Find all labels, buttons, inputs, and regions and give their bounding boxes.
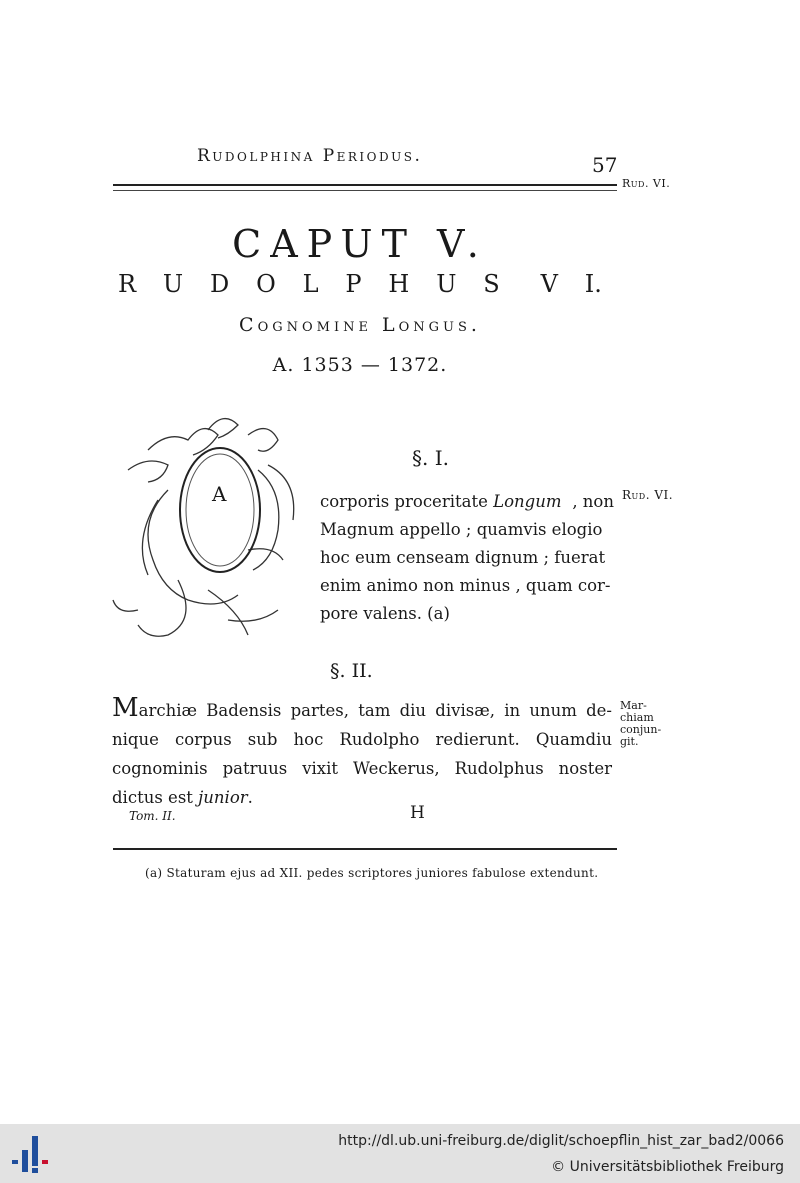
paragraph-line: Magnum appello ; quamvis elogio xyxy=(320,520,603,539)
italic-run: Longum xyxy=(493,492,562,511)
running-title: Rudolphina Periodus. xyxy=(197,146,423,166)
footnote: (a) Staturam ejus ad XII. pedes scriptores juniores fabulose extendunt. xyxy=(145,866,599,880)
italic-run: junior xyxy=(198,788,248,807)
margin-note-section-1: Rud. VI. xyxy=(622,488,674,502)
text-run: archiæ Badensis partes, tam diu divisæ, in unum de- nique corpus sub hoc Rudolpho redierunt. Quamdiu cognominis patruus vixit Weckerus, Rudolphus noster dictus est xyxy=(112,701,612,807)
margin-line: chiam xyxy=(620,711,654,724)
paragraph-1 xyxy=(320,488,614,628)
viewer-footer-bar xyxy=(0,1124,800,1183)
initial-letter: A xyxy=(212,482,227,506)
section-heading: §. I. xyxy=(412,446,449,470)
chapter-years: A. 1353 — 1372. xyxy=(272,354,448,376)
tome-label: Tom. II. xyxy=(129,809,176,823)
margin-line: Mar- xyxy=(620,699,647,712)
name-letter: U xyxy=(162,270,184,298)
ornament-icon xyxy=(108,410,308,642)
header-rule xyxy=(113,184,617,186)
header-rule-thin xyxy=(113,190,617,191)
margin-note-section-2 xyxy=(620,700,680,748)
name-letter: R xyxy=(118,270,137,298)
signature-mark: H xyxy=(410,803,425,823)
name-letter: S xyxy=(483,270,500,298)
name-letter: P xyxy=(345,270,362,298)
paragraph-line: hoc eum censeam dignum ; fuerat xyxy=(320,548,606,567)
name-letter: D xyxy=(210,270,230,298)
ub-freiburg-logo-icon[interactable] xyxy=(10,1134,54,1174)
footnote-rule xyxy=(113,848,617,850)
text-run: corporis proceritate xyxy=(320,492,494,511)
decorated-initial xyxy=(108,410,308,642)
text-run: . xyxy=(247,788,253,807)
name-letter: L xyxy=(302,270,319,298)
page-number: 57 xyxy=(592,153,618,177)
paragraph-line xyxy=(320,488,614,516)
cognomen: Cognomine Longus. xyxy=(239,314,481,336)
text-run: , non xyxy=(572,492,614,511)
name-letter: U xyxy=(436,270,457,298)
margin-line: git. xyxy=(620,735,639,748)
chapter-name xyxy=(118,270,602,298)
permalink-url[interactable]: http://dl.ub.uni-freiburg.de/diglit/schoepflin_hist_zar_bad2/0066 xyxy=(338,1133,784,1149)
chapter-title: CAPUT V. xyxy=(232,222,488,266)
paragraph-line: pore valens. (a) xyxy=(320,604,450,623)
name-letter: V xyxy=(540,270,558,298)
name-letter: I. xyxy=(584,270,602,298)
margin-line: conjun- xyxy=(620,723,662,736)
paragraph-2 xyxy=(112,694,612,812)
margin-note-header: Rud. VI. xyxy=(622,177,671,190)
copyright-notice: © Universitätsbibliothek Freiburg xyxy=(551,1159,784,1175)
name-letter: H xyxy=(388,270,410,298)
initial-letter: M xyxy=(112,693,139,723)
paragraph-line: enim animo non minus , quam cor- xyxy=(320,576,611,595)
section-heading: §. II. xyxy=(330,660,373,682)
name-letter: O xyxy=(256,270,276,298)
